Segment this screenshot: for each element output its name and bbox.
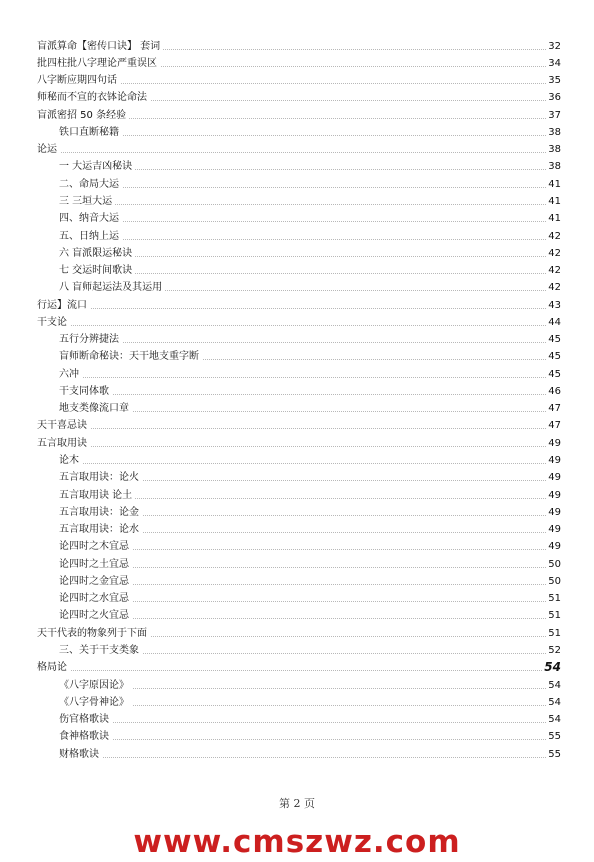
toc-page-number: 49 (546, 469, 561, 486)
toc-entry-label: 《八字原因论》 (59, 677, 132, 694)
dot-leader (59, 567, 548, 568)
site-watermark: www.cmszwz.com (133, 824, 461, 860)
toc-entry-label: 五言取用诀 论土 (59, 487, 135, 504)
toc-entry-subitem[interactable] (0, 331, 594, 348)
toc-page-number: 50 (546, 556, 561, 573)
toc-entry-heading[interactable] (0, 625, 594, 642)
toc-entry-subitem[interactable] (0, 642, 594, 659)
toc-entry-label: 五言取用诀：论火 (59, 469, 142, 486)
toc-page-number: 41 (546, 176, 561, 193)
toc-entry-label: 行运】流口 (37, 297, 90, 314)
toc-entry-label: 天干喜忌诀 (37, 417, 90, 434)
toc-entry-heading[interactable] (0, 659, 594, 676)
toc-entry-label: 论四时之水宜忌 (59, 590, 132, 607)
toc-page-number: 49 (546, 435, 561, 452)
toc-entry-label: 五言取用诀 (37, 435, 90, 452)
toc-page-number: 51 (546, 590, 561, 607)
toc-page-number: 54 (546, 694, 561, 711)
dot-leader (37, 428, 548, 429)
toc-page-number: 42 (546, 228, 561, 245)
toc-entry-label: 盲派密招 50 条经验 (37, 107, 129, 124)
toc-entry-subitem[interactable] (0, 677, 594, 694)
toc-entry-label: 三、关于干支类象 (59, 642, 142, 659)
dot-leader (59, 739, 548, 740)
dot-leader (37, 325, 548, 326)
toc-entry-label: 六冲 (59, 366, 82, 383)
toc-entry-label: 七 交运时间歌诀 (59, 262, 135, 279)
toc-entry-label: 财格歌诀 (59, 746, 102, 763)
toc-entry-subitem[interactable] (0, 711, 594, 728)
toc-page-number: 45 (546, 348, 561, 365)
toc-page-number: 46 (546, 383, 561, 400)
toc-entry-heading[interactable] (0, 107, 594, 124)
dot-leader (37, 446, 548, 447)
dot-leader (59, 463, 548, 464)
toc-page-number: 36 (546, 89, 561, 106)
dot-leader (59, 584, 548, 585)
toc-entry-subitem[interactable] (0, 383, 594, 400)
toc-entry-label: 论四时之金宜忌 (59, 573, 132, 590)
toc-page-number: 45 (546, 331, 561, 348)
toc-page-number: 44 (546, 314, 561, 331)
toc-entry-subitem[interactable] (0, 521, 594, 538)
dot-leader (59, 377, 548, 378)
toc-entry-subitem[interactable] (0, 746, 594, 763)
dot-leader (59, 722, 548, 723)
toc-entry-label: 五言取用诀：论水 (59, 521, 142, 538)
toc-page-number: 41 (546, 210, 561, 227)
toc-entry-label: 伤官格歌诀 (59, 711, 112, 728)
toc-entry-subitem[interactable] (0, 590, 594, 607)
toc-entry-subitem[interactable] (0, 728, 594, 745)
toc-entry-label: 《八字骨神论》 (59, 694, 132, 711)
toc-page-number: 45 (546, 366, 561, 383)
toc-page-number: 51 (546, 625, 561, 642)
toc-page-number: 54 (546, 711, 561, 728)
dot-leader (37, 308, 548, 309)
toc-entry-subitem[interactable] (0, 279, 594, 296)
toc-page-number: 52 (546, 642, 561, 659)
toc-entry-label: 六 盲派限运秘诀 (59, 245, 135, 262)
toc-page-number: 49 (546, 452, 561, 469)
toc-entry-subitem[interactable] (0, 210, 594, 227)
toc-entry-label: 一 大运吉凶秘诀 (59, 158, 135, 175)
toc-page-number: 49 (546, 538, 561, 555)
toc-entry-label: 师秘而不宣的衣钵论命法 (37, 89, 150, 106)
toc-page-number: 55 (546, 728, 561, 745)
toc-page-number: 38 (546, 141, 561, 158)
toc-page-number: 37 (546, 107, 561, 124)
toc-entry-heading[interactable] (0, 38, 594, 55)
toc-entry-heading[interactable] (0, 435, 594, 452)
toc-entry-subitem[interactable] (0, 504, 594, 521)
toc-page-number: 38 (546, 124, 561, 141)
dot-leader (59, 239, 548, 240)
toc-page-number: 50 (546, 573, 561, 590)
dot-leader (59, 135, 548, 136)
toc-page-number: 35 (546, 72, 561, 89)
toc-entry-subitem[interactable] (0, 538, 594, 555)
toc-page-number: 42 (546, 262, 561, 279)
toc-entry-subitem[interactable] (0, 176, 594, 193)
toc-entry-label: 盲师断命秘诀：天干地支重字断 (59, 348, 202, 365)
toc-page-number: 51 (546, 607, 561, 624)
toc-entry-label: 格局论 (37, 659, 70, 676)
toc-entry-subitem[interactable] (0, 366, 594, 383)
toc-entry-label: 论木 (59, 452, 82, 469)
dot-leader (59, 221, 548, 222)
toc-page-number: 34 (546, 55, 561, 72)
toc-entry-heading[interactable] (0, 72, 594, 89)
toc-page-number: 55 (546, 746, 561, 763)
dot-leader (59, 411, 548, 412)
dot-leader (59, 705, 548, 706)
dot-leader (59, 618, 548, 619)
dot-leader (59, 187, 548, 188)
toc-entry-label: 盲派算命【密传口诀】 套词 (37, 38, 163, 55)
toc-entry-label: 三 三垣大运 (59, 193, 115, 210)
toc-entry-label: 地支类像流口章 (59, 400, 132, 417)
dot-leader (37, 670, 548, 671)
toc-entry-subitem[interactable] (0, 245, 594, 262)
toc-entry-subitem[interactable] (0, 573, 594, 590)
toc-page-number: 49 (546, 521, 561, 538)
toc-entry-heading[interactable] (0, 141, 594, 158)
toc-page-number: 42 (546, 279, 561, 296)
toc-entry-subitem[interactable] (0, 228, 594, 245)
toc-entry-label: 二、命局大运 (59, 176, 122, 193)
toc-entry-subitem[interactable] (0, 124, 594, 141)
toc-entry-label: 八 盲师起运法及其运用 (59, 279, 165, 296)
toc-entry-label: 五行分辨捷法 (59, 331, 122, 348)
dot-leader (59, 204, 548, 205)
toc-entry-label: 干支同体歌 (59, 383, 112, 400)
dot-leader (59, 394, 548, 395)
toc-entry-heading[interactable] (0, 314, 594, 331)
toc-entry-label: 论四时之木宜忌 (59, 538, 132, 555)
toc-entry-subitem[interactable] (0, 400, 594, 417)
dot-leader (59, 757, 548, 758)
toc-entry-label: 四、纳音大运 (59, 210, 122, 227)
toc-entry-label: 五、日纳上运 (59, 228, 122, 245)
toc-page-number: 43 (546, 297, 561, 314)
toc-entry-label: 八字断应期四句话 (37, 72, 120, 89)
toc-entry-label: 批四柱批八字理论严重误区 (37, 55, 160, 72)
dot-leader (59, 601, 548, 602)
toc-entry-label: 干支论 (37, 314, 70, 331)
dot-leader (59, 549, 548, 550)
toc-entry-subitem[interactable] (0, 193, 594, 210)
toc-entry-label: 天干代表的物象列于下面 (37, 625, 150, 642)
toc-entry-subitem[interactable] (0, 348, 594, 365)
page-footer: 第 2 页 (279, 797, 315, 810)
toc-page-number: 54 (544, 660, 561, 675)
toc-entry-heading[interactable] (0, 297, 594, 314)
toc-entry-label: 论运 (37, 141, 60, 158)
toc-entry-heading[interactable] (0, 55, 594, 72)
toc-entry-heading[interactable] (0, 417, 594, 434)
toc-entry-subitem[interactable] (0, 262, 594, 279)
toc-entry-subitem[interactable] (0, 469, 594, 486)
dot-leader (37, 152, 548, 153)
toc-page-number: 38 (546, 158, 561, 175)
toc-page-number: 49 (546, 487, 561, 504)
toc-entry-label: 食神格歌诀 (59, 728, 112, 745)
toc-entry-subitem[interactable] (0, 694, 594, 711)
toc-entry-subitem[interactable] (0, 158, 594, 175)
toc-page-number: 42 (546, 245, 561, 262)
toc-entry-label: 五言取用诀：论金 (59, 504, 142, 521)
toc-entry-label: 论四时之火宜忌 (59, 607, 132, 624)
dot-leader (59, 688, 548, 689)
toc-entry-subitem[interactable] (0, 487, 594, 504)
toc-entry-label: 论四时之土宜忌 (59, 556, 132, 573)
toc-page-number: 32 (546, 38, 561, 55)
toc-page-number: 54 (546, 677, 561, 694)
toc-entry-label: 铁口直断秘籍 (59, 124, 122, 141)
toc-page-number: 41 (546, 193, 561, 210)
toc-page-number: 49 (546, 504, 561, 521)
toc-entry-heading[interactable] (0, 89, 594, 106)
dot-leader (59, 342, 548, 343)
toc-entry-subitem[interactable] (0, 607, 594, 624)
toc-page-number: 47 (546, 400, 561, 417)
toc-page-number: 47 (546, 417, 561, 434)
toc-entry-subitem[interactable] (0, 452, 594, 469)
toc-entry-subitem[interactable] (0, 556, 594, 573)
